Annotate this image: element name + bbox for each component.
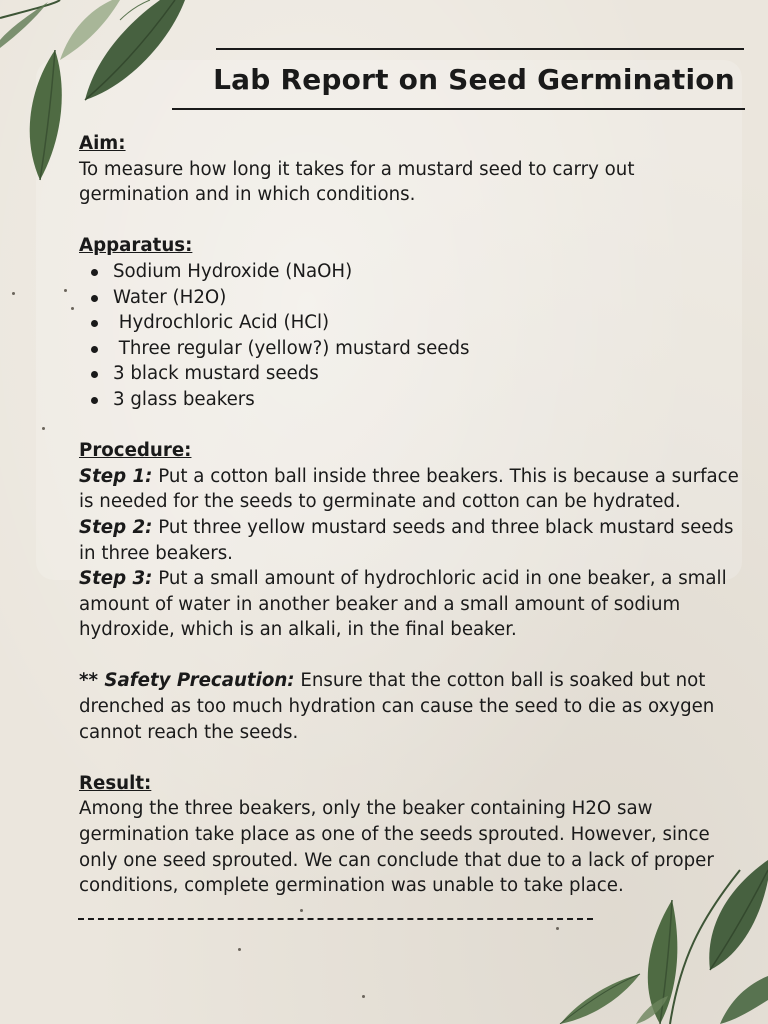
list-item-text: Hydrochloric Acid (HCl) <box>113 312 330 334</box>
bottom-divider <box>78 918 593 920</box>
step-text: Put a small amount of hydrochloric acid in one beaker, a small amount of water in another beaker and a small amount of sodium hydroxide, which is an alkali, in the final beaker. <box>79 568 727 641</box>
speck <box>42 427 45 430</box>
procedure-step <box>79 515 744 566</box>
result-heading: Result: <box>79 772 152 794</box>
list-item <box>113 361 744 387</box>
aim-heading: Aim: <box>79 133 126 154</box>
step-label: Step 3: <box>79 568 153 590</box>
list-item <box>113 336 744 362</box>
list-item-text: Water (H2O) <box>113 286 227 308</box>
list-item-text: 3 black mustard seeds <box>113 363 319 385</box>
step-text: Put three yellow mustard seeds and three black mustard seeds in three beakers. <box>79 516 734 564</box>
title-rule-top <box>216 48 744 50</box>
speck <box>64 289 67 292</box>
aim-text: To measure how long it takes for a mustard seed to carry out germination and in which conditions. <box>79 158 635 206</box>
list-item-text: Three regular (yellow?) mustard seeds <box>113 337 470 359</box>
safety-text: Ensure that the cotton ball is soaked but not drenched as too much hydration can cause the seed to die as oxygen cannot reach the seeds. <box>79 670 715 743</box>
list-item <box>113 310 744 336</box>
safety-precaution <box>79 668 744 745</box>
result-text: Among the three beakers, only the beaker containing H2O saw germination take place as one of the seeds sprouted. However, since only one seed sprouted. We can conclude that due to a lack of proper conditions, complete germination was unable to take place. <box>79 798 714 897</box>
report-body <box>79 131 744 899</box>
list-item <box>113 387 744 413</box>
procedure-step <box>79 566 744 643</box>
speck <box>12 292 15 295</box>
list-item-text: Sodium Hydroxide (NaOH) <box>113 260 353 282</box>
procedure-step <box>79 464 744 515</box>
procedure-heading: Procedure: <box>79 440 192 462</box>
spacer <box>79 413 744 439</box>
safety-label: ** Safety Precaution: <box>79 670 295 692</box>
step-label: Step 2: <box>79 516 153 538</box>
list-item <box>113 285 744 311</box>
speck <box>238 948 241 951</box>
speck <box>71 307 74 310</box>
page-title: Lab Report on Seed Germination <box>213 63 735 96</box>
spacer <box>79 643 744 669</box>
list-item <box>113 259 744 285</box>
spacer <box>79 208 744 234</box>
step-label: Step 1: <box>79 465 153 487</box>
apparatus-list <box>79 259 744 413</box>
speck <box>300 909 303 912</box>
list-item-text: 3 glass beakers <box>113 388 255 410</box>
speck <box>362 995 365 998</box>
spacer <box>79 745 744 771</box>
apparatus-heading: Apparatus: <box>79 235 193 257</box>
step-text: Put a cotton ball inside three beakers. This is because a surface is needed for the seeds to germinate and cotton can be hydrated. <box>79 465 739 513</box>
title-rule-bottom <box>172 108 745 110</box>
